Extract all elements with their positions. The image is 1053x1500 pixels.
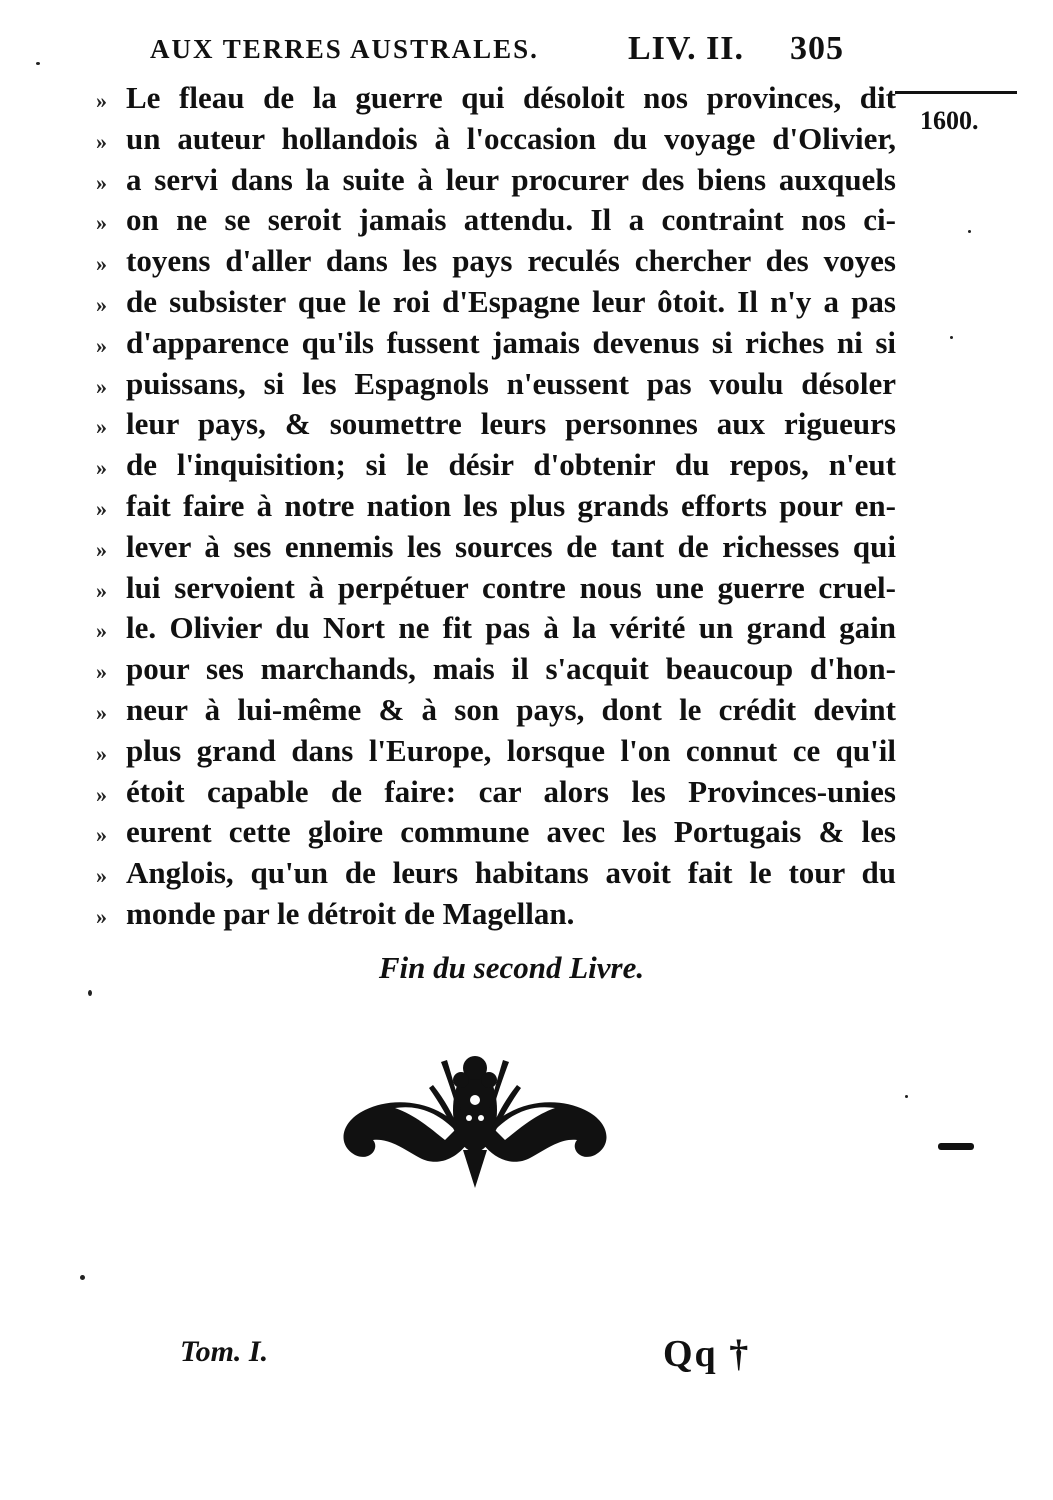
scan-speck — [88, 990, 92, 996]
text-line — [96, 119, 896, 160]
line-text: neur à lui-même & à son pays, dont le crédit devint — [126, 691, 896, 727]
quote-mark: » — [96, 455, 107, 481]
text-line — [96, 241, 896, 282]
quote-mark: » — [96, 332, 107, 358]
scan-speck — [950, 336, 953, 339]
body-text — [96, 78, 896, 935]
quote-mark: » — [96, 903, 107, 929]
text-line — [96, 690, 896, 731]
line-text: monde par le détroit de Magellan. — [126, 895, 575, 931]
quote-mark: » — [96, 577, 107, 603]
quote-mark: » — [96, 822, 107, 848]
quote-mark: » — [96, 128, 107, 154]
running-head — [150, 30, 890, 78]
quote-mark: » — [96, 863, 107, 889]
line-text: a servi dans la suite à leur procurer des biens auxquels — [126, 161, 896, 197]
margin-rule — [895, 91, 1017, 94]
line-text: fait faire à notre nation les plus grands efforts pour en- — [126, 487, 896, 523]
line-text: leur pays, & soumettre leurs personnes aux rigueurs — [126, 406, 896, 442]
line-text: de l'inquisition; si le désir d'obtenir du repos, n'eut — [126, 447, 896, 483]
line-text: Anglois, qu'un de leurs habitans avoit fait le tour du — [126, 855, 896, 891]
page-number: 305 — [790, 30, 844, 67]
quote-mark: » — [96, 251, 107, 277]
line-text: on ne se seroit jamais attendu. Il a contraint nos ci- — [126, 202, 896, 238]
scan-speck — [905, 1095, 908, 1098]
scan-speck — [80, 1275, 85, 1280]
text-line — [96, 894, 896, 935]
scan-speck — [968, 230, 971, 233]
text-line — [96, 78, 896, 119]
text-line — [96, 649, 896, 690]
volume-signature: Tom. I. — [180, 1335, 269, 1368]
margin-year-note: 1600. — [920, 106, 979, 135]
text-line — [96, 568, 896, 609]
line-text: lui servoient à perpétuer contre nous une guerre cruel- — [126, 569, 896, 605]
text-line — [96, 200, 896, 241]
line-text: d'apparence qu'ils fussent jamais devenus si riches ni si — [126, 324, 896, 360]
quote-mark: » — [96, 414, 107, 440]
scan-speck — [36, 62, 40, 65]
running-head-title: AUX TERRES AUSTRALES. — [150, 34, 539, 64]
quote-mark: » — [96, 373, 107, 399]
quote-mark: » — [96, 536, 107, 562]
text-line — [96, 731, 896, 772]
quote-mark: » — [96, 699, 107, 725]
running-head-book: LIV. II. — [628, 30, 745, 67]
quote-mark: » — [96, 659, 107, 685]
line-text: lever à ses ennemis les sources de tant de richesses qui — [126, 528, 896, 564]
margin-dash-mark — [938, 1143, 974, 1150]
text-line — [96, 812, 896, 853]
line-text: de subsister que le roi d'Espagne leur ôtoit. Il n'y a pas — [126, 283, 896, 319]
gathering-signature: Qq † — [663, 1333, 751, 1375]
line-text: un auteur hollandois à l'occasion du voyage d'Olivier, — [126, 120, 896, 156]
text-line — [96, 364, 896, 405]
quote-mark: » — [96, 740, 107, 766]
text-line — [96, 282, 896, 323]
quote-mark: » — [96, 88, 107, 113]
closing-text: Fin du second Livre. — [378, 950, 645, 985]
line-text: plus grand dans l'Europe, lorsque l'on connut ce qu'il — [126, 732, 896, 768]
text-line — [96, 160, 896, 201]
quote-mark: » — [96, 495, 107, 521]
fleuron-ornament-icon — [335, 1040, 615, 1190]
text-line — [96, 404, 896, 445]
text-line — [96, 608, 896, 649]
text-line — [96, 445, 896, 486]
text-line — [96, 527, 896, 568]
line-text: pour ses marchands, mais il s'acquit beaucoup d'hon- — [126, 651, 896, 687]
quote-mark: » — [96, 618, 107, 644]
quote-mark: » — [96, 291, 107, 317]
text-line — [96, 853, 896, 894]
line-text: le. Olivier du Nort ne fit pas à la vérité un grand gain — [126, 610, 896, 646]
line-text: toyens d'aller dans les pays reculés chercher des voyes — [126, 243, 896, 279]
line-text: Le fleau de la guerre qui désoloit nos provinces, dit — [126, 80, 896, 115]
line-text: étoit capable de faire: car alors les Provinces-unies — [126, 773, 896, 809]
text-line — [96, 323, 896, 364]
quote-mark: » — [96, 781, 107, 807]
closing-line — [0, 950, 1053, 986]
line-text: puissans, si les Espagnols n'eussent pas voulu désoler — [126, 365, 896, 401]
line-text: eurent cette gloire commune avec les Portugais & les — [126, 814, 896, 850]
quote-mark: » — [96, 169, 107, 195]
text-line — [96, 772, 896, 813]
text-line — [96, 486, 896, 527]
quote-mark: » — [96, 210, 107, 236]
